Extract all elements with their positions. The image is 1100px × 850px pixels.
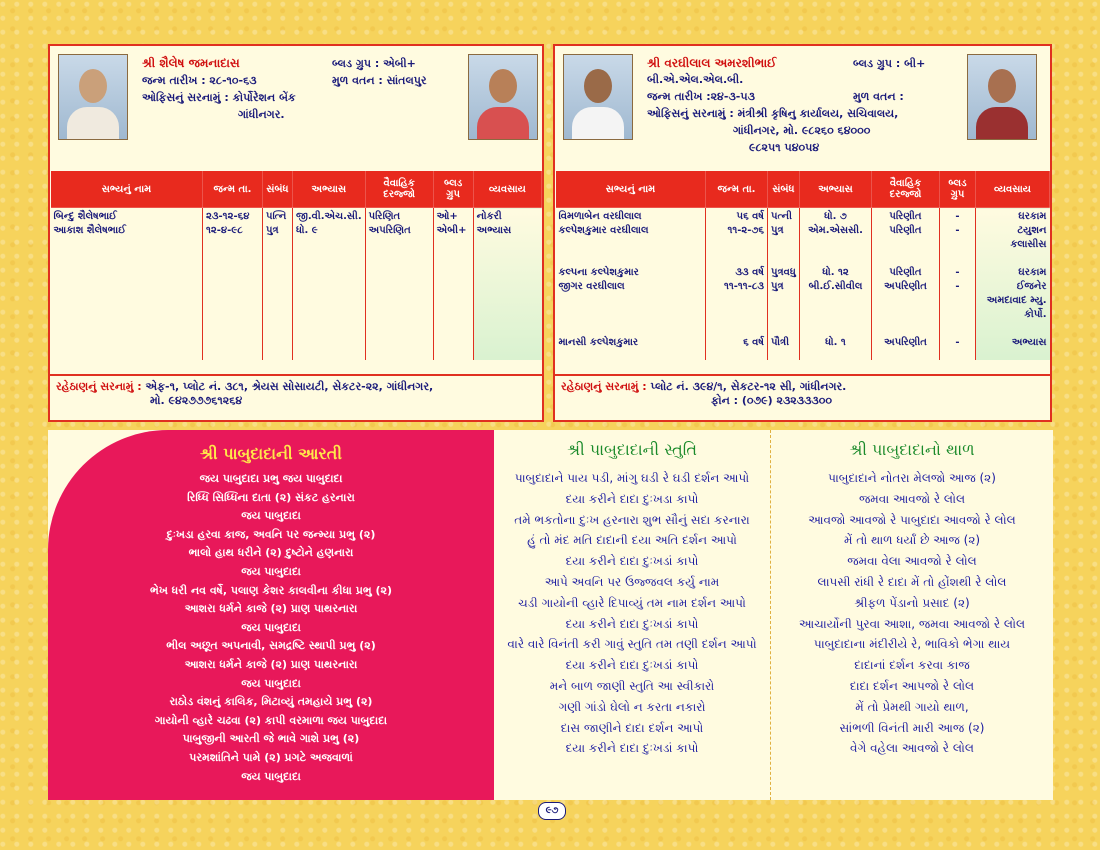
phone-number: ફોન : (૦૭૯) ૨૩૨૩૩૩૦૦ [711, 394, 832, 407]
table-cell: ૬ વર્ષ [743, 337, 764, 348]
blood-group: બ્લડ ગ્રુપ : બી+ [853, 57, 926, 70]
stuti-line: તમે ભકતોના દુઃખ હરનારા શુભ સૌનું સદા કરનારા [514, 512, 750, 527]
thal-line: આચાર્યોની પુરવા આશા, જમવા આવજો રે લોલ [798, 616, 1026, 631]
dob-column [706, 208, 768, 361]
residence-address [50, 374, 542, 420]
col-header: વૈવાહિક દરજ્જો [872, 171, 940, 208]
birth-date: જન્મ તારીખ :૨૪-૩-૫૩ [647, 90, 755, 103]
table-cell: પૌત્રી [771, 337, 790, 348]
table-cell: જીગર વરઘીલાલ [558, 281, 625, 292]
thal-panel [770, 430, 1053, 800]
table-cell: એબી+ [436, 225, 467, 236]
table-cell: ટયુશન કલાસીસ [1010, 225, 1047, 250]
aarti-line: પરમશાંતિને પામે (૨) પ્રગટે અજવાળાં [189, 750, 353, 764]
address-line2: મો. ૯૪૨૭૭૭૬૧૨૬૪ [150, 394, 243, 407]
col-header: વૈવાહિક દરજ્જો [365, 171, 433, 208]
residence-address [555, 374, 1050, 420]
col-header: બ્લડ ગ્રુપ [433, 171, 473, 208]
occupation-column [473, 208, 541, 361]
aarti-panel [48, 430, 494, 800]
address-line1: એફ-૧, પ્લોટ નં. ૩૮૧, શ્રેયસ સોસાયટી, સેકટર-૨૨, ગાંધીનગર, [145, 380, 434, 393]
table-cell: ઘરકામ [1018, 267, 1047, 278]
aarti-line: રિધ્ધિ સિધ્ધિના દાતા (૨) સંકટ હરનારા [187, 490, 355, 504]
stuti-line: ગણી ગાંડો ઘેલો ન કરતા નકારો [558, 699, 706, 714]
stuti-line: આપે અવનિ પર ઉજ્જવલ કર્યુ નામ [544, 574, 720, 589]
table-cell: - [955, 211, 960, 222]
aarti-line: જય પાબુદાદા [241, 564, 301, 578]
table-cell: ૧૨-૪-૯૮ [206, 225, 243, 236]
table-cell: પત્નિ [266, 211, 287, 222]
col-header: સભ્યનું નામ [556, 171, 706, 208]
member-name: શ્રી શૈલેષ જમનાદાસ [142, 56, 240, 70]
table-cell: ૧૧-૨-૭૬ [727, 225, 764, 236]
birth-date: જન્મ તારીખ : ૨૮-૧૦-૬૩ [142, 74, 257, 87]
marital-column [365, 208, 433, 361]
stuti-line: પાબુદાદાને પાય પડી, માંગુ ઘડી રે ઘડી દર્શન આપો [514, 471, 750, 485]
aarti-line: જય પાબુદાદા [241, 509, 301, 523]
table-cell: ઓ+ [436, 211, 458, 222]
thal-line: મેં તો થાળ ધર્યાં છે આજ (૨) [843, 533, 981, 548]
aarti-line: ભેખ ધરી નવ વર્ષે, પલાણ કેશર કાલવીના કીધા પ્રભુ (૨) [150, 583, 392, 597]
table-cell: ૨૩-૧૨-૬૪ [206, 211, 250, 222]
aarti-line: ગાયોની વ્હારે ચઢવા (૨) કાપી વરમાળા જય પાબુદાદા [154, 713, 388, 727]
family-table [50, 170, 542, 360]
aarti-line: ભાલો હાથ ધરીને (૨) દુષ્ટોને હણનારા [188, 546, 354, 560]
table-cell: વિમળાબેન વરઘીલાલ [558, 211, 642, 222]
col-header: બ્લડ ગ્રુપ [940, 171, 976, 208]
stuti-line: દયા કરીને દાદા દુઃખડાં કાપો [565, 554, 699, 569]
stuti-line: હું તો મંદ મતિ દાદાની દયા અતિ દર્શન આપો [527, 533, 737, 548]
address-line1: પ્લોટ નં. ૩૯૪/૧, સેકટર-૧૨ સી, ગાંધીનગર. [650, 380, 847, 393]
table-cell: ધો. ૯ [296, 225, 318, 236]
thal-line: શ્રીફળ પેંડાનો પ્રસાદ (૨) [854, 595, 970, 610]
aarti-line: પાબુજીની આરતી જે ભાવે ગાશે પ્રભુ (૨) [182, 732, 360, 746]
table-cell: - [955, 337, 960, 348]
stuti-line: દયા કરીને દાદા દુઃખડાં કાપો [565, 741, 699, 756]
table-cell: - [955, 225, 960, 236]
col-header: અભ્યાસ [293, 171, 366, 208]
col-header: સભ્યનું નામ [51, 171, 203, 208]
aarti-line: આશરા ધર્મને કાજે (૨) પ્રાણ પાથરનારા [184, 602, 358, 616]
blood-group: બ્લડ ગ્રુપ : એબી+ [332, 57, 416, 70]
member-photo [58, 54, 128, 140]
education-column [800, 208, 872, 361]
thal-line: પાબુદાદાને નોતરા મેલજો આજ (૨) [828, 471, 996, 485]
aarti-line: ભીલ અછૂત અપનાવી, સમદ્રષ્ટિ સ્થાપી પ્રભુ (૨) [166, 639, 376, 653]
table-cell: નોકરી [476, 211, 502, 222]
aarti-line: જય પાબુદાદા પ્રભુ જય પાબુદાદા [199, 472, 343, 485]
aarti-line: દુઃખડા હરવા કાજ, અવનિ પર જન્મ્યા પ્રભુ (૨) [166, 527, 376, 541]
table-cell: પરિણીત [889, 267, 922, 278]
table-cell: - [955, 267, 960, 278]
table-cell: - [955, 281, 960, 292]
table-cell: પુત્ર [771, 281, 784, 292]
office-address-line2: ગાંધીનગર. [238, 108, 285, 121]
card-header [50, 46, 542, 170]
table-cell: ધો. ૭ [824, 211, 847, 222]
thal-line: સાંભળી વિનંતી મારી આજ (૨) [839, 720, 985, 735]
thal-line: પાબુદાદાના મંદીરીયે રે, ભાવિકો ભેગા થાય [813, 637, 1011, 652]
col-header: જન્મ તા. [706, 171, 768, 208]
table-cell: ધો. ૧૨ [822, 267, 849, 278]
marital-column [872, 208, 940, 361]
name-column [51, 208, 203, 361]
table-cell: કલ્પના કલ્પેશકુમાર [558, 267, 639, 278]
blood-column [433, 208, 473, 361]
occupation-column [976, 208, 1050, 361]
table-cell: અપરિણિત [368, 225, 411, 236]
table-cell: ૫૬ વર્ષ [736, 211, 764, 222]
stuti-line: ચડી ગાયોની વ્હારે દિપાવ્યું તમ નામ દર્શન આપો [518, 595, 746, 610]
member-photo [563, 54, 633, 140]
prayers-section [48, 430, 1052, 800]
blood-column [940, 208, 976, 361]
table-cell: એમ.એસસી. [808, 225, 863, 236]
table-cell: પુત્રવધુ [771, 267, 796, 278]
col-header: સંબંધ [768, 171, 800, 208]
table-cell: પુત્ર [771, 225, 784, 236]
stuti-line: દયા કરીને દાદા દુઃખડાં કાપો [565, 658, 699, 673]
native-place: મુળ વતન : સાંતલપુર [332, 74, 427, 87]
table-cell: પરિણિત [368, 211, 401, 222]
stuti-line: વારે વારે વિનંતી કરી ગાવું સ્તુતિ તમ તણી દર્શન આપો [507, 637, 757, 652]
relation-column [263, 208, 293, 361]
spouse-photo [468, 54, 538, 140]
aarti-line: જય પાબુદાદા [241, 769, 301, 783]
address-label: રહેઠાણનું સરનામું : [561, 380, 647, 393]
office-address: ઓફિસનું સરનામું : મંત્રીશ્રી કૃષિનુ કાર્યાલય, સચિવાલય, [647, 107, 899, 120]
thal-line: મેં તો પ્રેમથી ગાયો થાળ, [855, 699, 969, 714]
col-header: વ્યવસાય [473, 171, 541, 208]
table-cell: પરિણીત [889, 225, 922, 236]
thal-title: શ્રી પાબુદાદાનો થાળ [849, 440, 975, 459]
stuti-panel [494, 430, 770, 800]
degree: બી.એ.એલ.એલ.બી. [647, 73, 744, 86]
stuti-line: દયા કરીને દાદા દુઃખડાં કાપો [565, 616, 699, 631]
dob-column [203, 208, 263, 361]
table-cell: પુત્ર [266, 225, 279, 236]
thal-line: દાદાનાં દર્શન કરવા કાજ [854, 658, 970, 673]
page-number: ૯૭ [538, 802, 566, 820]
native-place: મુળ વતન : [853, 90, 904, 103]
thal-line: જમવા વેલા આવજો રે લોલ [847, 554, 977, 569]
office-address: ઓફિસનું સરનામું : કોર્પોરેશન બેંક [142, 91, 296, 104]
table-cell: ઈજનેર અમદાવાદ મ્યુ. કોર્પો. [986, 281, 1047, 320]
table-cell: અભ્યાસ [1011, 337, 1047, 348]
family-card-right [553, 44, 1052, 422]
table-cell: ૧૧-૧૧-૮૩ [723, 281, 764, 292]
name-column [556, 208, 706, 361]
member-name: શ્રી વરઘીલાલ અમરશીભાઈ [647, 56, 777, 70]
table-cell: પરિણીત [889, 211, 922, 222]
table-cell: ૩૩ વર્ષ [735, 267, 764, 278]
table-cell: બી.ઈ.સીવીલ [808, 281, 863, 292]
family-card-left [48, 44, 544, 422]
thal-line: દાદા દર્શન આપજો રે લોલ [849, 678, 975, 693]
thal-line: આવજો આવજો રે પાબુદાદા આવજો રે લોલ [808, 512, 1016, 527]
stuti-line: દાસ જાણીને દાદા દર્શન આપો [560, 720, 704, 735]
table-cell: આકાશ શૈલેષભાઈ [53, 225, 126, 236]
table-cell: ધો. ૧ [825, 337, 846, 348]
table-cell: અપરિણીત [884, 281, 927, 292]
table-cell: અભ્યાસ [476, 225, 512, 236]
table-cell: જી.વી.એચ.સી. [296, 211, 362, 222]
col-header: વ્યવસાય [976, 171, 1050, 208]
table-cell: અપરિણીત [884, 337, 927, 348]
aarti-line: જય પાબુદાદા [241, 676, 301, 690]
aarti-title: શ્રી પાબુદાદાની આરતી [200, 444, 342, 463]
aarti-line: આશરા ધર્મને કાજે (૨) પ્રાણ પાથરનારા [184, 657, 358, 671]
thal-line: લાપસી રાંધી રે દાદા મેં તો હોંશથી રે લોલ [817, 574, 1007, 589]
aarti-line: જય પાબુદાદા [241, 620, 301, 634]
aarti-line: રાઠોડ વંશનું કાલિક, મિટાવ્યું તમહાયે પ્રભુ (૨) [169, 695, 373, 709]
col-header: જન્મ તા. [203, 171, 263, 208]
family-table [555, 170, 1050, 360]
col-header: સંબંધ [263, 171, 293, 208]
col-header: અભ્યાસ [800, 171, 872, 208]
table-cell: માનસી કલ્પેશકુમાર [558, 337, 639, 348]
table-cell: પત્ની [771, 211, 792, 222]
office-address-line3: ૯૮૨૫૧ ૫૪૦૫૪ [749, 141, 820, 154]
spouse-photo [967, 54, 1037, 140]
stuti-title: શ્રી પાબુદાદાની સ્તુતિ [567, 440, 697, 459]
address-label: રહેઠાણનું સરનામું : [56, 380, 142, 393]
stuti-line: દયા કરીને દાદા દુઃખડા કાપો [565, 491, 699, 506]
card-header [555, 46, 1050, 170]
stuti-line: મને બાળ જાણી સ્તુતિ આ સ્વીકારો [549, 678, 715, 693]
thal-line: વેગે વહેલા આવજો રે લોલ [850, 741, 974, 756]
thal-line: જમવા આવજો રે લોલ [858, 491, 966, 506]
table-cell: કલ્પેશકુમાર વરઘીલાલ [558, 225, 649, 236]
office-address-line2: ગાંધીનગર, મો. ૯૮૨૬૦ ૬૪૦૦૦ [733, 124, 871, 137]
table-cell: ઘરકામ [1018, 211, 1047, 222]
relation-column [768, 208, 800, 361]
education-column [293, 208, 366, 361]
table-cell: બિન્દુ શૈલેષભાઈ [53, 211, 117, 222]
